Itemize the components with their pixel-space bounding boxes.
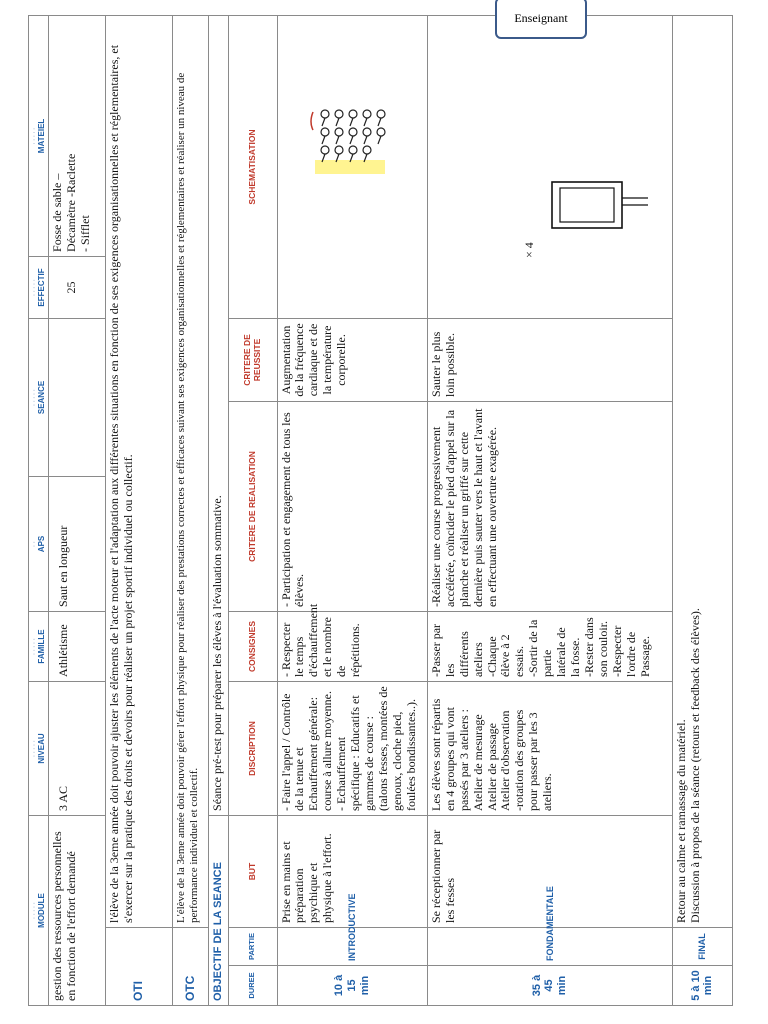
warmup-runners-icon bbox=[305, 92, 395, 242]
partie-final: FINAL bbox=[672, 928, 732, 966]
schema-header: SCHEMATISATION bbox=[228, 15, 277, 318]
famille-value: Athlétisme bbox=[49, 611, 106, 681]
niveau-header: · · · · · NIVEAU bbox=[29, 681, 49, 815]
duree-header: DUREE bbox=[228, 966, 277, 1006]
objectif-text: Séance pré-test pour préparer les élèves à l'évaluation sommative. bbox=[209, 15, 229, 815]
description-intro: - Faire l'appel / Contrôle de la tenue et Echauffement générale: course à allure moyenne. - Echauffement spécifique : Educatifs et gammes de course : (talons fesses, montées de genoux, cloche pied, foulées bondissantes..). bbox=[277, 681, 427, 815]
but-header: BUT bbox=[228, 815, 277, 927]
but-final: Retour au calme et ramassage du matériel. Discussion à propos de la séance (retours et feedback des élèves). bbox=[672, 15, 732, 927]
objectif-label: OBJECTIF DE LA SEANCE bbox=[209, 815, 229, 1005]
duree-intro: 10 à 15 min bbox=[277, 966, 427, 1006]
partie-header: PARTIE bbox=[228, 928, 277, 966]
duree-fond: 35 à 45 min bbox=[427, 966, 672, 1006]
oti-text: l'élève de la 3eme année doit pouvoir ajuster les éléments de l'acte moteur et l'adaptation aux différentes situations en fonction de ses exigences organisationnelles et réglementaires, et s'exercer sur la pratique des droits et devoirs pour réaliser un projet sportif individuel ou collectif. bbox=[106, 15, 172, 927]
duree-final: 5 à 10 min bbox=[672, 966, 732, 1006]
but-intro: Prise en mains et préparation psychique et physique à l'effort. bbox=[277, 815, 427, 927]
sand-pit-icon bbox=[548, 168, 648, 298]
otc-text: L'élève de la 3eme année doit pouvoir gérer l'effort physique pour réaliser des prestations correctes et efficaces suivant ses exigences organisationnelles et réglementaires et réaliser un niveau de performance individuel et collectif. bbox=[172, 15, 208, 927]
materiel-header: · · · · · MATEIEL bbox=[29, 15, 49, 256]
row-final bbox=[672, 15, 732, 1005]
consignes-fond: -Passer par les différents ateliers -Chaque élève à 2 essais. -Sortir de la partie latérale de la fosse. -Rester dans son couloir. -Respecter l'ordre de Passage. bbox=[427, 611, 672, 681]
row-introductive bbox=[277, 15, 427, 1005]
aps-header: · · APS bbox=[29, 476, 49, 611]
long-jump-diagram bbox=[427, 15, 672, 318]
reussite-header: CRITERE DE REUSSITE bbox=[228, 318, 277, 401]
row-fondamentale bbox=[427, 15, 672, 1005]
module-header: · · · · · MODULE bbox=[29, 815, 49, 1005]
effectif-value: 25 bbox=[49, 256, 106, 318]
consignes-header: CONSIGNES bbox=[228, 611, 277, 681]
lesson-plan-table bbox=[28, 15, 733, 1006]
aps-value: Saut en longueur bbox=[49, 476, 106, 611]
seance-header: · · · · · SEANCE bbox=[29, 318, 49, 476]
module-value: gestion des ressources personnelles en fonction de l'effort demandé bbox=[49, 815, 106, 1005]
effectif-header: · · · · · EFFECTIF bbox=[29, 256, 49, 318]
realisation-fond: -Réaliser une course progressivement accélérée, coïncider le pied d'appel sur la planche et réaliser un griffé sur cette dernière puis sauter vers le haut et l'avant en effectuant une ouverture exagérée. bbox=[427, 401, 672, 611]
teacher-label: Enseignant bbox=[514, 10, 568, 25]
famille-header: · · · · · FAMILLE bbox=[29, 611, 49, 681]
but-fond: Se réceptionner par les fesses bbox=[427, 815, 672, 927]
reussite-intro: Augmentation de la fréquence cardiaque et de la température corporelle. bbox=[277, 318, 427, 401]
otc-label: OTC bbox=[172, 928, 208, 1006]
consignes-intro: - Respecter le temps d'échauffement et le nombre de répétitions. bbox=[277, 611, 427, 681]
partie-fond: FONDAMENTALE bbox=[427, 928, 672, 966]
teacher-callout bbox=[495, 0, 587, 39]
reussite-fond: Sauter le plus loin possible. bbox=[427, 318, 672, 401]
description-fond: Les élèves sont répartis en 4 groupes qui vont passés par 3 ateliers : Atelier de mesurage Atelier de passage Atelier d'observation -rotation des groupes pour passer par les 3 ateliers. bbox=[427, 681, 672, 815]
materiel-value: Fosse de sable – Décamètre -Raclette - Sifflet bbox=[49, 15, 106, 256]
group-count: × 4 bbox=[521, 242, 536, 258]
description-header: DISCRIPTION bbox=[228, 681, 277, 815]
warmup-diagram bbox=[277, 15, 427, 318]
oti-label: OTI bbox=[106, 928, 172, 1006]
niveau-value: 3 AC bbox=[49, 681, 106, 815]
realisation-header: CRITERE DE REALISATION bbox=[228, 401, 277, 611]
realisation-intro: - Participation et engagement de tous les élèves. bbox=[277, 401, 427, 611]
partie-intro: INTRODUCTIVE bbox=[277, 928, 427, 966]
seance-value bbox=[49, 318, 106, 476]
